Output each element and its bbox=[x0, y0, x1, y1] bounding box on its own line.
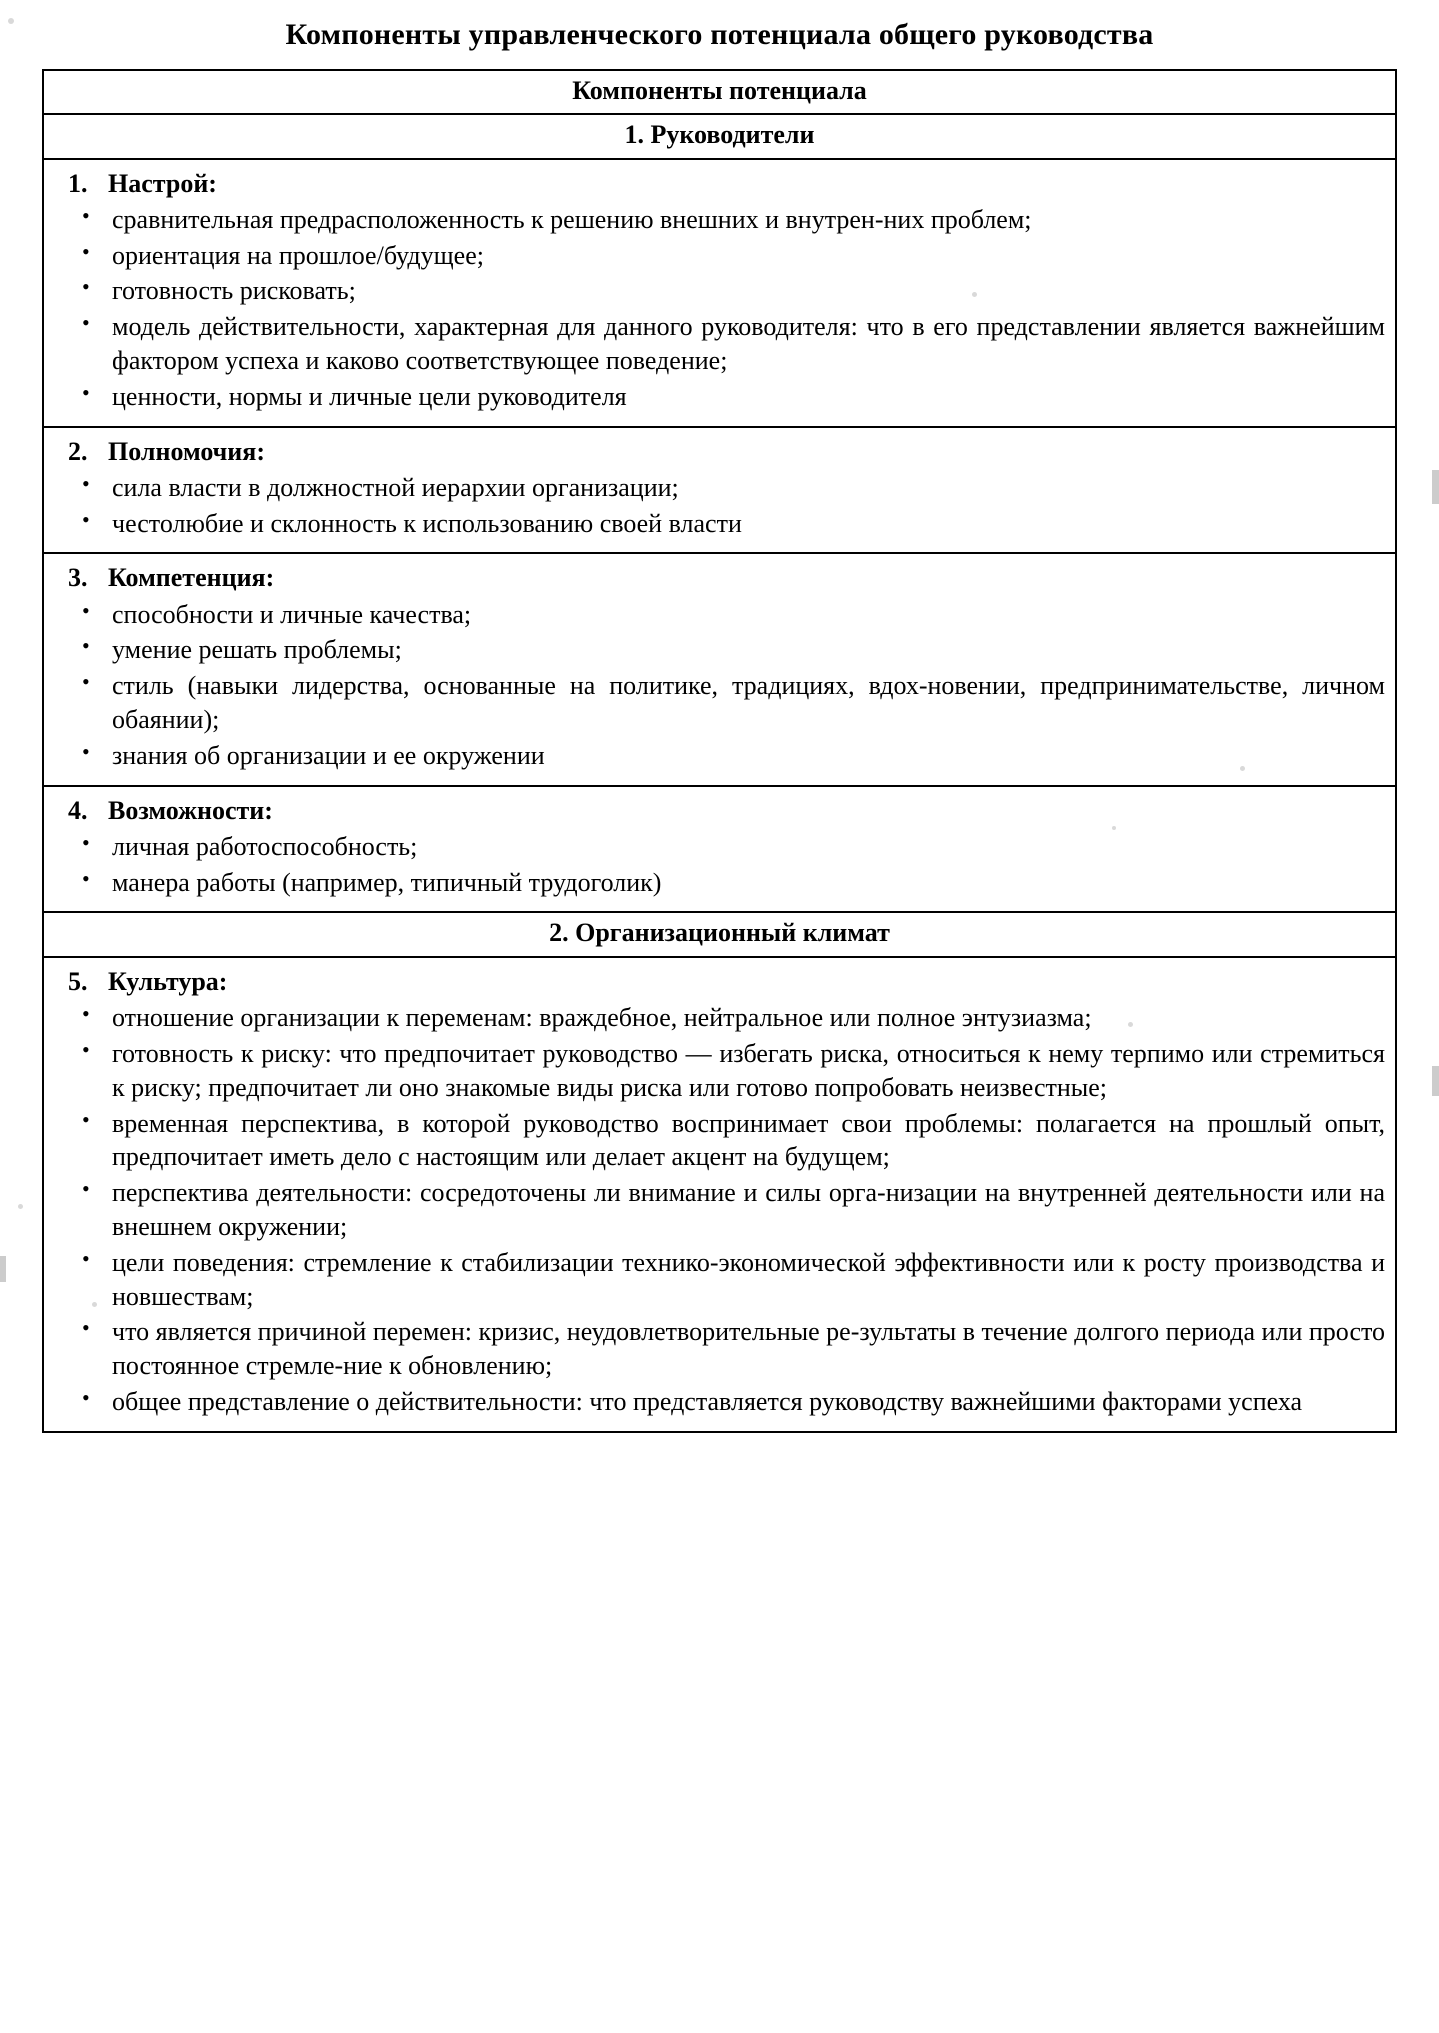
table-header-label: Компоненты потенциала bbox=[572, 75, 867, 105]
section-heading-2: 2. Организационный климат bbox=[549, 918, 890, 948]
page-edge-mark bbox=[0, 1256, 6, 1282]
component-name-5: Культура: bbox=[108, 966, 228, 996]
page-title: Компоненты управленческого потенциала общего руководства bbox=[285, 18, 1154, 51]
scan-speck bbox=[18, 1204, 23, 1209]
list-item: • стиль (навыки лидерства, основанные на политике, традициях, вдох-новении, предпринимательстве, личном обаянии); bbox=[54, 669, 1385, 737]
list-item: • честолюбие и склонность к использованию своей власти bbox=[54, 507, 1385, 541]
table-row bbox=[43, 957, 1396, 1432]
component-name-3: Компетенция: bbox=[108, 563, 275, 593]
component-number-1: 1. bbox=[68, 168, 88, 198]
list-item: • знания об организации и ее окружении bbox=[54, 739, 1385, 773]
component-bullets-5 bbox=[54, 1001, 1385, 1419]
component-bullets-2 bbox=[54, 471, 1385, 541]
list-item: • отношение организации к переменам: враждебное, нейтральное или полное энтузиазма; bbox=[54, 1001, 1385, 1035]
list-item: • ценности, нормы и личные цели руководителя bbox=[54, 380, 1385, 414]
list-item: • что является причиной перемен: кризис, неудовлетворительные ре-зультаты в течение долгого периода или просто постоянное стремле-ние к обновлению; bbox=[54, 1315, 1385, 1383]
component-bullets-1 bbox=[54, 203, 1385, 414]
component-title-3 bbox=[54, 558, 1385, 595]
component-title-2 bbox=[54, 432, 1385, 469]
component-block-5 bbox=[44, 958, 1395, 1431]
component-number-3: 3. bbox=[68, 563, 88, 593]
table-header-row bbox=[43, 70, 1396, 115]
section-heading-row bbox=[43, 912, 1396, 957]
list-item: • временная перспектива, в которой руководство воспринимает свои проблемы: полагается на прошлый опыт, предпочитает иметь дело с настоящим или делает акцент на будущем; bbox=[54, 1107, 1385, 1175]
list-item: • личная работоспособность; bbox=[54, 830, 1385, 864]
table-row bbox=[43, 427, 1396, 554]
component-number-4: 4. bbox=[68, 795, 88, 825]
list-item: • манера работы (например, типичный трудоголик) bbox=[54, 866, 1385, 900]
component-number-5: 5. bbox=[68, 966, 88, 996]
component-bullets-3 bbox=[54, 598, 1385, 773]
scan-speck bbox=[8, 18, 14, 24]
section-heading-row bbox=[43, 114, 1396, 159]
component-name-4: Возможности: bbox=[108, 795, 273, 825]
list-item: • способности и личные качества; bbox=[54, 598, 1385, 632]
page-edge-mark bbox=[1432, 1066, 1439, 1096]
list-item: • общее представление о действительности: что представляется руководству важнейшими факторами успеха bbox=[54, 1385, 1385, 1419]
component-block-3 bbox=[44, 554, 1395, 784]
section-heading-1: 1. Руководители bbox=[624, 120, 815, 150]
list-item: • готовность к риску: что предпочитает руководство — избегать риска, относиться к нему терпимо или стремиться к риску; предпочитает ли оно знакомые виды риска или готово попробовать неизвестные; bbox=[54, 1037, 1385, 1105]
component-name-1: Настрой: bbox=[108, 168, 217, 198]
list-item: • ориентация на прошлое/будущее; bbox=[54, 239, 1385, 273]
component-title-1 bbox=[54, 164, 1385, 201]
table-row bbox=[43, 553, 1396, 785]
component-number-2: 2. bbox=[68, 436, 88, 466]
list-item: • модель действительности, характерная для данного руководителя: что в его представлении является важнейшим фактором успеха и каково соответствующее поведение; bbox=[54, 310, 1385, 378]
table-row bbox=[43, 159, 1396, 427]
component-name-2: Полномочия: bbox=[108, 436, 266, 466]
list-item: • готовность рисковать; bbox=[54, 274, 1385, 308]
component-block-2 bbox=[44, 428, 1395, 553]
component-block-4 bbox=[44, 787, 1395, 912]
page-edge-mark bbox=[1432, 470, 1439, 504]
list-item: • цели поведения: стремление к стабилизации технико-экономической эффективности или к росту производства и новшествам; bbox=[54, 1246, 1385, 1314]
list-item: • сравнительная предрасположенность к решению внешних и внутрен-них проблем; bbox=[54, 203, 1385, 237]
components-table bbox=[42, 69, 1397, 1433]
component-block-1 bbox=[44, 160, 1395, 426]
component-title-5 bbox=[54, 962, 1385, 999]
table-row bbox=[43, 786, 1396, 913]
component-bullets-4 bbox=[54, 830, 1385, 900]
list-item: • перспектива деятельности: сосредоточены ли внимание и силы орга-низации на внутренней деятельности или на внешнем окружении; bbox=[54, 1176, 1385, 1244]
list-item: • сила власти в должностной иерархии организации; bbox=[54, 471, 1385, 505]
component-title-4 bbox=[54, 791, 1385, 828]
list-item: • умение решать проблемы; bbox=[54, 633, 1385, 667]
